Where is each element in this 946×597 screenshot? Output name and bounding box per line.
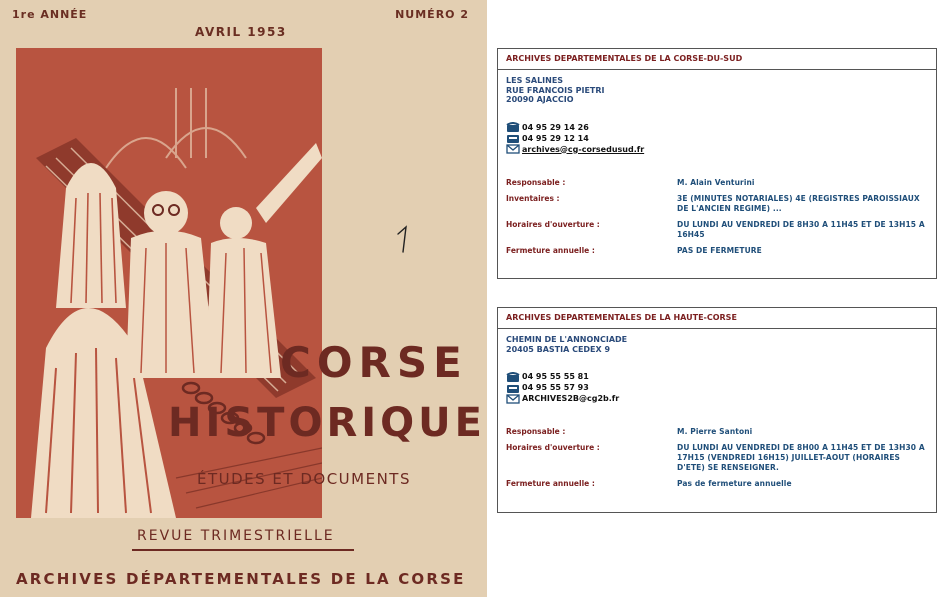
fax-row (506, 133, 928, 144)
card-body (498, 70, 936, 258)
cover-revue-underline (132, 549, 354, 551)
woodcut-drawing (16, 48, 322, 518)
info-value: PAS DE FERMETURE (677, 245, 762, 255)
info-table (506, 427, 928, 491)
cover-top-line (12, 8, 469, 24)
cover-issue-number: NUMÉRO 2 (395, 8, 469, 21)
info-row-responsable (506, 427, 928, 443)
phone-number: 04 95 55 55 81 (522, 372, 589, 381)
fax-number: 04 95 29 12 14 (522, 133, 589, 143)
address-block (506, 335, 928, 354)
info-label: Responsable : (506, 427, 566, 436)
cover-footer-archives: ARCHIVES DÉPARTEMENTALES DE LA CORSE (16, 570, 466, 588)
info-label: Inventaires : (506, 193, 560, 203)
info-row-inventaires (506, 194, 928, 220)
info-label: Horaires d'ouverture : (506, 443, 600, 452)
info-row-responsable (506, 178, 928, 194)
email-address[interactable]: ARCHIVES2B@cg2b.fr (522, 394, 620, 403)
handwritten-number-1-mark (392, 224, 414, 254)
address-line: CHEMIN DE L'ANNONCIADE (506, 335, 628, 344)
info-label: Horaires d'ouverture : (506, 219, 600, 229)
address-block (506, 76, 928, 105)
cover-title-line-2: HISTORIQUE (168, 400, 486, 446)
phone-icon (506, 122, 520, 132)
address-line: LES SALINES (506, 76, 564, 85)
info-value: 3E (MINUTES NOTARIALES) 4E (REGISTRES PAROISSIAUX DE L'ANCIEN REGIME) ... (677, 193, 920, 213)
address-line: RUE FRANCOIS PIETRI (506, 85, 605, 95)
address-line: 20090 AJACCIO (506, 95, 574, 104)
card-title: ARCHIVES DEPARTEMENTALES DE LA HAUTE-CORSE (498, 308, 936, 329)
info-value: Pas de fermeture annuelle (677, 479, 792, 488)
email-icon (506, 144, 520, 154)
info-row-fermeture (506, 246, 928, 258)
info-label: Responsable : (506, 177, 566, 187)
card-title: ARCHIVES DEPARTEMENTALES DE LA CORSE-DU-SUD (498, 49, 936, 70)
fax-number: 04 95 55 57 93 (522, 383, 589, 392)
phone-number: 04 95 29 14 26 (522, 122, 589, 132)
email-row (506, 144, 928, 155)
phone-icon (506, 372, 520, 382)
info-value: M. Pierre Santoni (677, 427, 753, 436)
fax-icon (506, 133, 520, 143)
info-label: Fermeture annuelle : (506, 245, 595, 255)
email-icon (506, 394, 520, 404)
info-row-fermeture (506, 479, 928, 491)
cover-revue-label: REVUE TRIMESTRIELLE (137, 528, 335, 544)
info-row-horaires (506, 443, 928, 479)
cover-year-label: 1re ANNÉE (12, 8, 88, 21)
archive-card-haute-corse (497, 307, 937, 513)
fax-icon (506, 383, 520, 393)
phone-row (506, 371, 928, 382)
info-value: M. Alain Venturini (677, 177, 755, 187)
cover-title-line-1: CORSE (280, 338, 468, 387)
card-body (498, 329, 936, 491)
info-value: DU LUNDI AU VENDREDI DE 8H30 A 11H45 ET DE 13H15 A 16H45 (677, 219, 925, 239)
contact-block (506, 122, 928, 155)
cover-subtitle: ÉTUDES ET DOCUMENTS (197, 470, 411, 488)
email-row (506, 393, 928, 404)
address-line: 20405 BASTIA CEDEX 9 (506, 344, 611, 354)
phone-row (506, 122, 928, 133)
info-label: Fermeture annuelle : (506, 479, 595, 488)
contact-block (506, 371, 928, 404)
info-table (506, 178, 928, 258)
cover-date: AVRIL 1953 (195, 25, 287, 39)
woodcut-illustration (16, 48, 322, 518)
email-link[interactable]: archives@cg-corsedusud.fr (522, 144, 645, 154)
fax-row (506, 382, 928, 393)
info-value: DU LUNDI AU VENDREDI DE 8H00 A 11H45 ET DE 13H30 A 17H15 (VENDREDI 16H15) JUILLET-AOUT (HORAIRES D'ETE) SE RENSEIGNER. (677, 443, 925, 472)
info-row-horaires (506, 220, 928, 246)
archive-card-corse-du-sud (497, 48, 937, 279)
